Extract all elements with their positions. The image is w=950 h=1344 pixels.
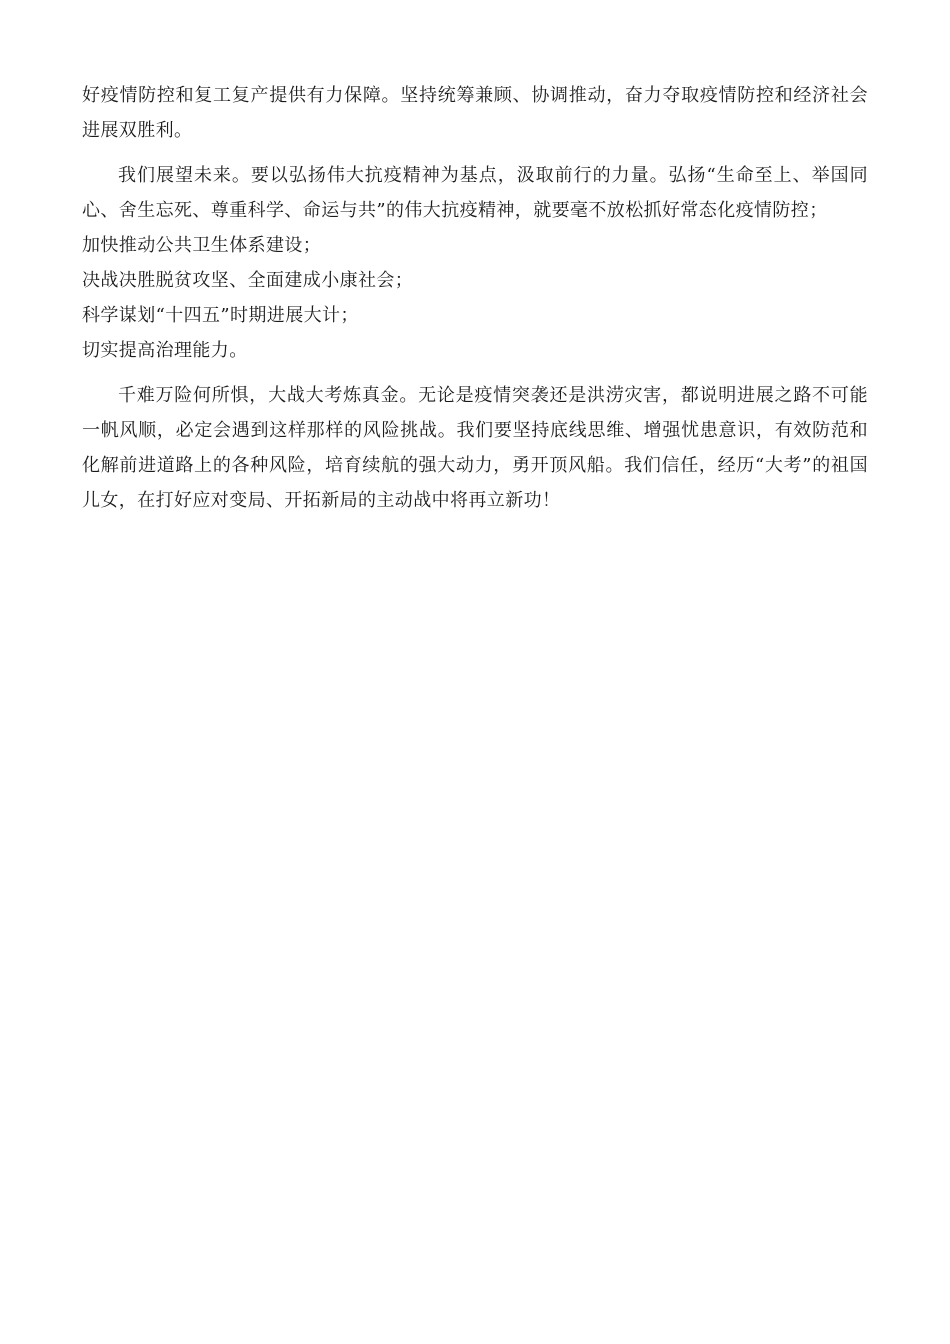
list-item-4: 切实提高治理能力。: [82, 340, 248, 361]
list-item-1: 加快推动公共卫生体系建设；: [82, 235, 322, 256]
document-body: [82, 78, 868, 518]
paragraph-2: 我们展望未来。要以弘扬伟大抗疫精神为基点，汲取前行的力量。弘扬“生命至上、举国同心、舍生忘死、尊重科学、命运与共”的伟大抗疫精神，就要毫不放松抓好常态化疫情防控；: [82, 165, 868, 221]
list-item-3: 科学谋划“十四五”时期进展大计；: [82, 305, 359, 326]
list-item-2: 决战决胜脱贫攻坚、全面建成小康社会；: [82, 270, 414, 291]
paragraph-3: 千难万险何所惧，大战大考炼真金。无论是疫情突袭还是洪涝灾害，都说明进展之路不可能一帆风顺，必定会遇到这样那样的风险挑战。我们要坚持底线思维、增强忧患意识，有效防范和化解前进道路上的各种风险，培育续航的强大动力，勇开顶风船。我们信任，经历“大考”的祖国儿女，在打好应对变局、开拓新局的主动战中将再立新功！: [82, 385, 868, 511]
paragraph-1: 好疫情防控和复工复产提供有力保障。坚持统筹兼顾、协调推动，奋力夺取疫情防控和经济社会进展双胜利。: [82, 85, 868, 141]
